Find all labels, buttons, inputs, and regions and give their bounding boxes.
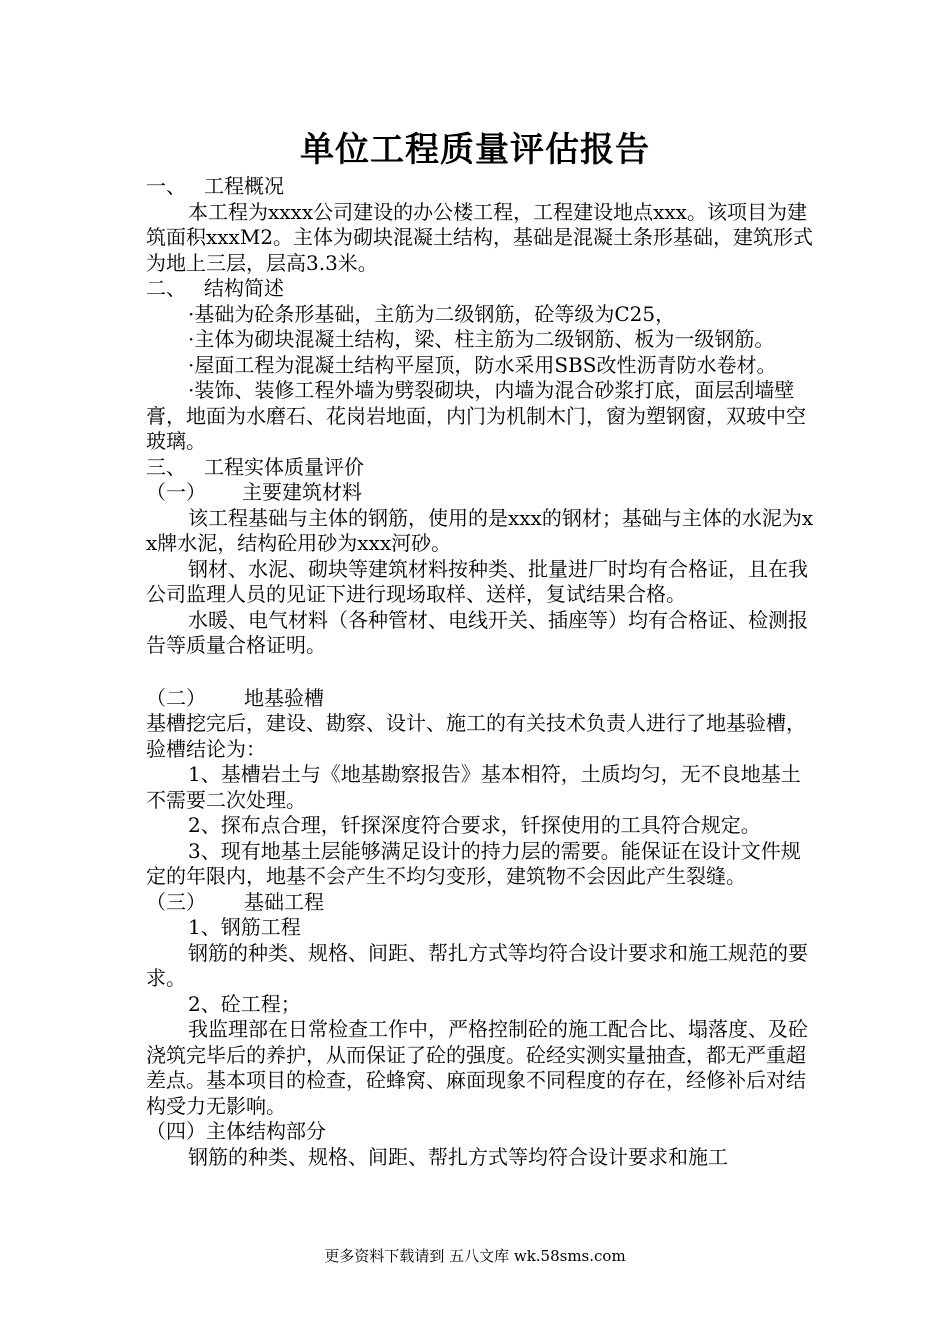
section-number: 三、 bbox=[146, 454, 186, 479]
numbered-paragraph: 1、基槽岩土与《地基勘察报告》基本相符，土质均匀，无不良地基土不需要二次处理。 bbox=[146, 762, 801, 812]
section-title: 结构简述 bbox=[204, 276, 284, 300]
paragraph: 该工程基础与主体的钢筋，使用的是xxx的钢材；基础与主体的水泥为xx牌水泥，结构砼用砂为xxx河砂。 bbox=[146, 505, 814, 555]
paragraph: 水暖、电气材料（各种管材、电线开关、插座等）均有合格证、检测报告等质量合格证明。 bbox=[146, 607, 808, 657]
paragraph: 我监理部在日常检查工作中，严格控制砼的施工配合比、塌落度、及砼浇筑完毕后的养护，从而保证了砼的强度。砼经实测实量抽查，都无严重超差点。基本项目的检查，砼蜂窝、麻面现象不同程度的存在，经修补后对结构受力无影响。 bbox=[146, 1017, 808, 1118]
document-title: 单位工程质量评估报告 bbox=[300, 130, 650, 170]
paragraph: 本工程为xxxx公司建设的办公楼工程，工程建设地点xxx。该项目为建筑面积xxxM2。主体为砌块混凝土结构，基础是混凝土条形基础，建筑形式为地上三层，层高3.3米。 bbox=[146, 199, 814, 275]
section-title: 工程概况 bbox=[204, 174, 284, 198]
bullet-paragraph: ·装饰、装修工程外墙为劈裂砌块，内墙为混合砂浆打底，面层刮墙壁膏，地面为水磨石、花岗岩地面，内门为机制木门，窗为塑钢窗，双玻中空玻璃。 bbox=[146, 378, 806, 453]
section-number: 二、 bbox=[146, 276, 186, 300]
subsection-number: （一） bbox=[146, 480, 206, 504]
section-heading-3 bbox=[146, 455, 814, 481]
subsection-heading-2 bbox=[146, 686, 814, 712]
subsection-number: （三） bbox=[146, 889, 206, 914]
subsection-heading-3 bbox=[146, 890, 814, 916]
numbered-heading: 2、砼工程； bbox=[188, 991, 301, 1016]
paragraph: 钢筋的种类、规格、间距、帮扎方式等均符合设计要求和施工规范的要求。 bbox=[146, 940, 808, 990]
bullet-paragraph: ·主体为砌块混凝土结构，梁、柱主筋为二级钢筋、板为一级钢筋。 bbox=[188, 327, 775, 351]
subsection-title: 地基验槽 bbox=[244, 685, 324, 710]
subsection-title: 基础工程 bbox=[244, 889, 324, 914]
subsection-heading-1 bbox=[146, 480, 814, 506]
bullet-paragraph: ·屋面工程为混凝土结构平屋顶，防水采用SBS改性沥青防水卷材。 bbox=[188, 352, 777, 377]
paragraph: 钢材、水泥、砌块等建筑材料按种类、批量进厂时均有合格证，且在我公司监理人员的见证下进行现场取样、送样，复试结果合格。 bbox=[146, 556, 808, 606]
section-title: 工程实体质量评价 bbox=[204, 454, 364, 479]
section-heading-2 bbox=[146, 276, 814, 302]
section-heading-1 bbox=[146, 174, 814, 200]
subsection-heading-4: （四）主体结构部分 bbox=[146, 1119, 326, 1143]
paragraph: 钢筋的种类、规格、间距、帮扎方式等均符合设计要求和施工 bbox=[188, 1144, 728, 1169]
bullet-paragraph: ·基础为砼条形基础，主筋为二级钢筋，砼等级为C25， bbox=[188, 301, 676, 326]
page-footer: 更多资料下载请到 五八文库 wk.58sms.com bbox=[324, 1247, 626, 1265]
subsection-number: （二） bbox=[146, 685, 206, 710]
numbered-heading: 1、钢筋工程 bbox=[188, 915, 301, 939]
numbered-paragraph: 3、现有地基土层能够满足设计的持力层的需要。能保证在设计文件规定的年限内，地基不会产生不均匀变形，建筑物不会因此产生裂缝。 bbox=[146, 838, 801, 888]
paragraph: 基槽挖完后，建设、勘察、设计、施工的有关技术负责人进行了地基验槽，验槽结论为： bbox=[146, 711, 806, 761]
blank-line bbox=[146, 659, 814, 686]
subsection-title: 主要建筑材料 bbox=[242, 480, 362, 504]
document-body bbox=[146, 174, 814, 1170]
numbered-paragraph: 2、探布点合理，钎探深度符合要求，钎探使用的工具符合规定。 bbox=[188, 813, 761, 837]
section-number: 一、 bbox=[146, 174, 186, 198]
